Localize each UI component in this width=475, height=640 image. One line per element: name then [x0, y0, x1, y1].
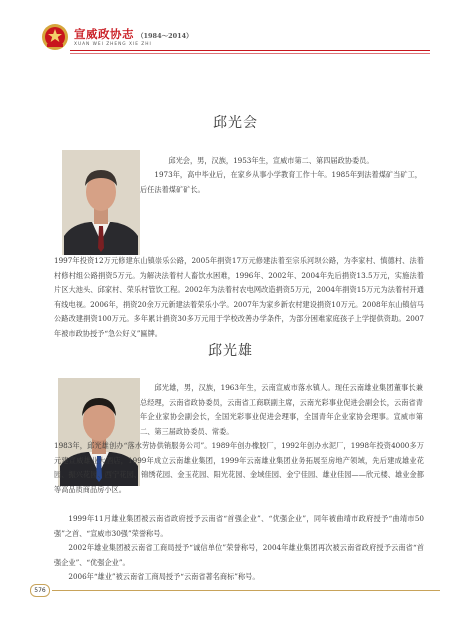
header-rule — [70, 50, 430, 51]
bio-paragraph: 邱光会，男，汉族，1953年生，宣威市第二、第四届政协委员。 — [168, 156, 374, 165]
bio-paragraph: 1997年投资12万元修建东山镇崇乐公路，2005年捐资17万元修建法着至宗乐河坝公路，为李家村、慎德村、法着村修村组公路捐资5万元。为解决法着村人畜饮水困难，1996年、2002年、2004年先后捐资13.5万元，实施法着片区大池头、邱家村、荣乐村管饮工程。2002年为法着村农电网改造捐资5万元，2004年捐资15万元为法着村开通有线电视。2006年，捐资20余万元新建法着荣乐小学。2007年为家乡新农村建设捐资10万元。2008年东山镇信马公路改建捐资100万元。多年累计捐资30多万元用于学校改善办学条件，为部分困难家庭孩子上学提供资助。2007年被市政协授予“急公好义”匾牌。 — [54, 256, 424, 338]
bio-paragraph: 2006年“雄业”被云南省工商局授予“云南省著名商标”称号。 — [68, 572, 260, 581]
publication-years: （1984～2014） — [137, 32, 193, 40]
publication-title — [74, 26, 193, 42]
bio-paragraph: 邱光雄，男，汉族，1963年生，云南宣威市落水镇人。现任云南雄业集团董事长兼总经理，云南省政协委员，云南省工商联副主席，云南光彩事业促进会副会长，云南省青年企业家协会副会长，全国光彩事业促进会理事，全国青年企业家协会理事。宣威市第二、第三届政协委员、常委。 — [140, 383, 423, 436]
bio-paragraph: 1983年，邱光雄创办“落水劳协供销服务公司”。1989年创办橡胶厂，1992年创办水泥厂，1998年投资4000多万元建宣威雄业大酒店，1999年成立云南雄业集团，1999年云南雄业集团业务拓展至房地产领域，先后建成雄业花园、振兴花园、西宁花园、锦绣花园、金玉花园、阳光花园、金域佳园、金宁佳园、雄业佳园——欣元楼、雄业金都等高品质商品房小区。 — [54, 441, 424, 494]
portrait-image — [62, 150, 140, 255]
bio-paragraph: 1973年，高中毕业后，在家乡从事小学教育工作十年。1985年到法着煤矿当矿工，后任法着煤矿矿长。 — [140, 170, 422, 194]
person-name-qiu-guanghui: 邱光会 — [213, 115, 258, 131]
person-name-qiu-guangxiong: 邱光雄 — [208, 343, 253, 359]
publication-title-text: 宣威政协志 — [74, 27, 134, 41]
publication-subtitle: XUAN WEI ZHENG XIE ZHI — [74, 42, 152, 47]
footer-rule — [52, 590, 440, 591]
page-header — [40, 18, 440, 68]
portrait-photo-qiu-guanghui — [62, 150, 140, 255]
cppcc-emblem-icon — [40, 22, 70, 52]
bio-paragraph: 2002年雄业集团被云南省工商局授予“诚信单位”荣誉称号，2004年雄业集团再次被云南省政府授予云南省“首强企业”、“优强企业”。 — [54, 543, 424, 567]
page-number: 576 — [30, 584, 50, 597]
header-rule-thin — [70, 53, 430, 54]
bio-paragraph: 1999年11月雄业集团被云南省政府授予云南省“首强企业”、“优强企业”，同年被曲靖市政府授予“曲靖市50强”之首、“宣威市30强”荣誉称号。 — [54, 514, 424, 538]
